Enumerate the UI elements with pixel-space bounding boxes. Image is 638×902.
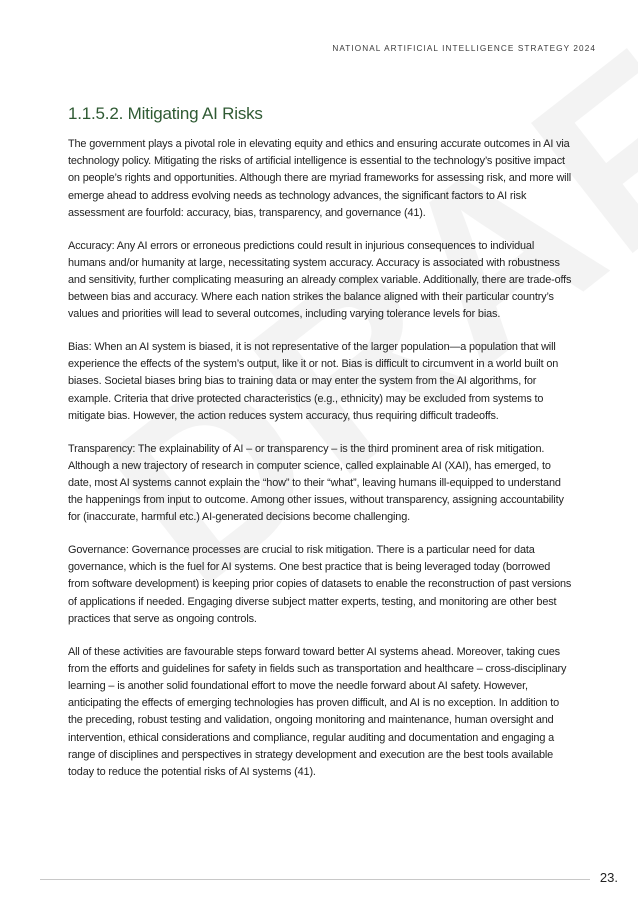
page-number: 23. [596, 870, 618, 885]
paragraph-accuracy: Accuracy: Any AI errors or erroneous predictions could result in injurious consequences to individual humans and/or humanity at large, necessitating system accuracy. Accuracy is associated with robustness and sensitivity, further complicating measuring an already complex variable. Additionally, there are trade-offs between bias and accuracy. Where each nation strikes the balance aligned with their particular country’s values and priorities will lead to several outcomes, including varying tolerance levels for bias. [68, 239, 572, 321]
section-heading: 1.1.5.2. Mitigating AI Risks [68, 104, 263, 123]
footer-divider [40, 879, 590, 880]
paragraph-conclusion: All of these activities are favourable steps forward toward better AI systems ahead. Moreover, taking cues from the efforts and guidelines for safety in fields such as transportation and healthcare – cross-disciplinary learning – is another solid foundational effort to move the needle forward about AI safety. However, anticipating the effects of emerging technologies has proven difficult, and AI is no exception. In addition to the preceding, robust testing and validation, ongoing monitoring and maintenance, human oversight and intervention, ethical considerations and compliance, regular auditing and documentation and engaging a range of disciplines and perspectives in strategy development and execution are the best tools available today to reduce the potential risks of AI systems (41). [68, 645, 567, 778]
section-content [68, 104, 574, 797]
document-header-title: NATIONAL ARTIFICIAL INTELLIGENCE STRATEGY 2024 [332, 44, 596, 53]
paragraph-transparency: Transparency: The explainability of AI – or transparency – is the third prominent area of risk mitigation. Although a new trajectory of research in computer science, called explainable AI (XAI), has emerged, to date, most AI systems cannot explain the “how” to their “what”, leaving humans ill-equipped to understand the happenings from input to outcome. Among other issues, without transparency, assigning accountability for (inaccurate, harmful etc.) AI-generated decisions become challenging. [68, 442, 564, 524]
paragraph-intro: The government plays a pivotal role in elevating equity and ethics and ensuring accurate outcomes in AI via technology policy. Mitigating the risks of artificial intelligence is essential to the technology’s positive impact on people’s rights and opportunities. Although there are myriad frameworks for assessing risk, and more will emerge ahead to address evolving needs as technology advances, the significant factors to AI risk assessment are fourfold: accuracy, bias, transparency, and governance (41). [68, 138, 571, 219]
paragraph-governance: Governance: Governance processes are crucial to risk mitigation. There is a particular need for data governance, which is the fuel for AI systems. One best practice that is being leveraged today (borrowed from software development) is keeping prior copies of datasets to enable the reconstruction of past versions of applications if needed. Engaging diverse subject matter experts, testing, and monitoring are other best practices that serve as ongoing controls. [68, 544, 572, 625]
paragraph-bias: Bias: When an AI system is biased, it is not representative of the larger population—a population that will experience the effects of the system’s output, like it or not. Bias is difficult to circumvent in a world built on biases. Societal biases bring bias to training data or may enter the system from the AI algorithms, for example. Criteria that drive protected characteristics (e.g., ethnicity) may be excluded from systems to mitigate bias. However, the action reduces system accuracy, thus requiring difficult tradeoffs. [68, 341, 559, 422]
